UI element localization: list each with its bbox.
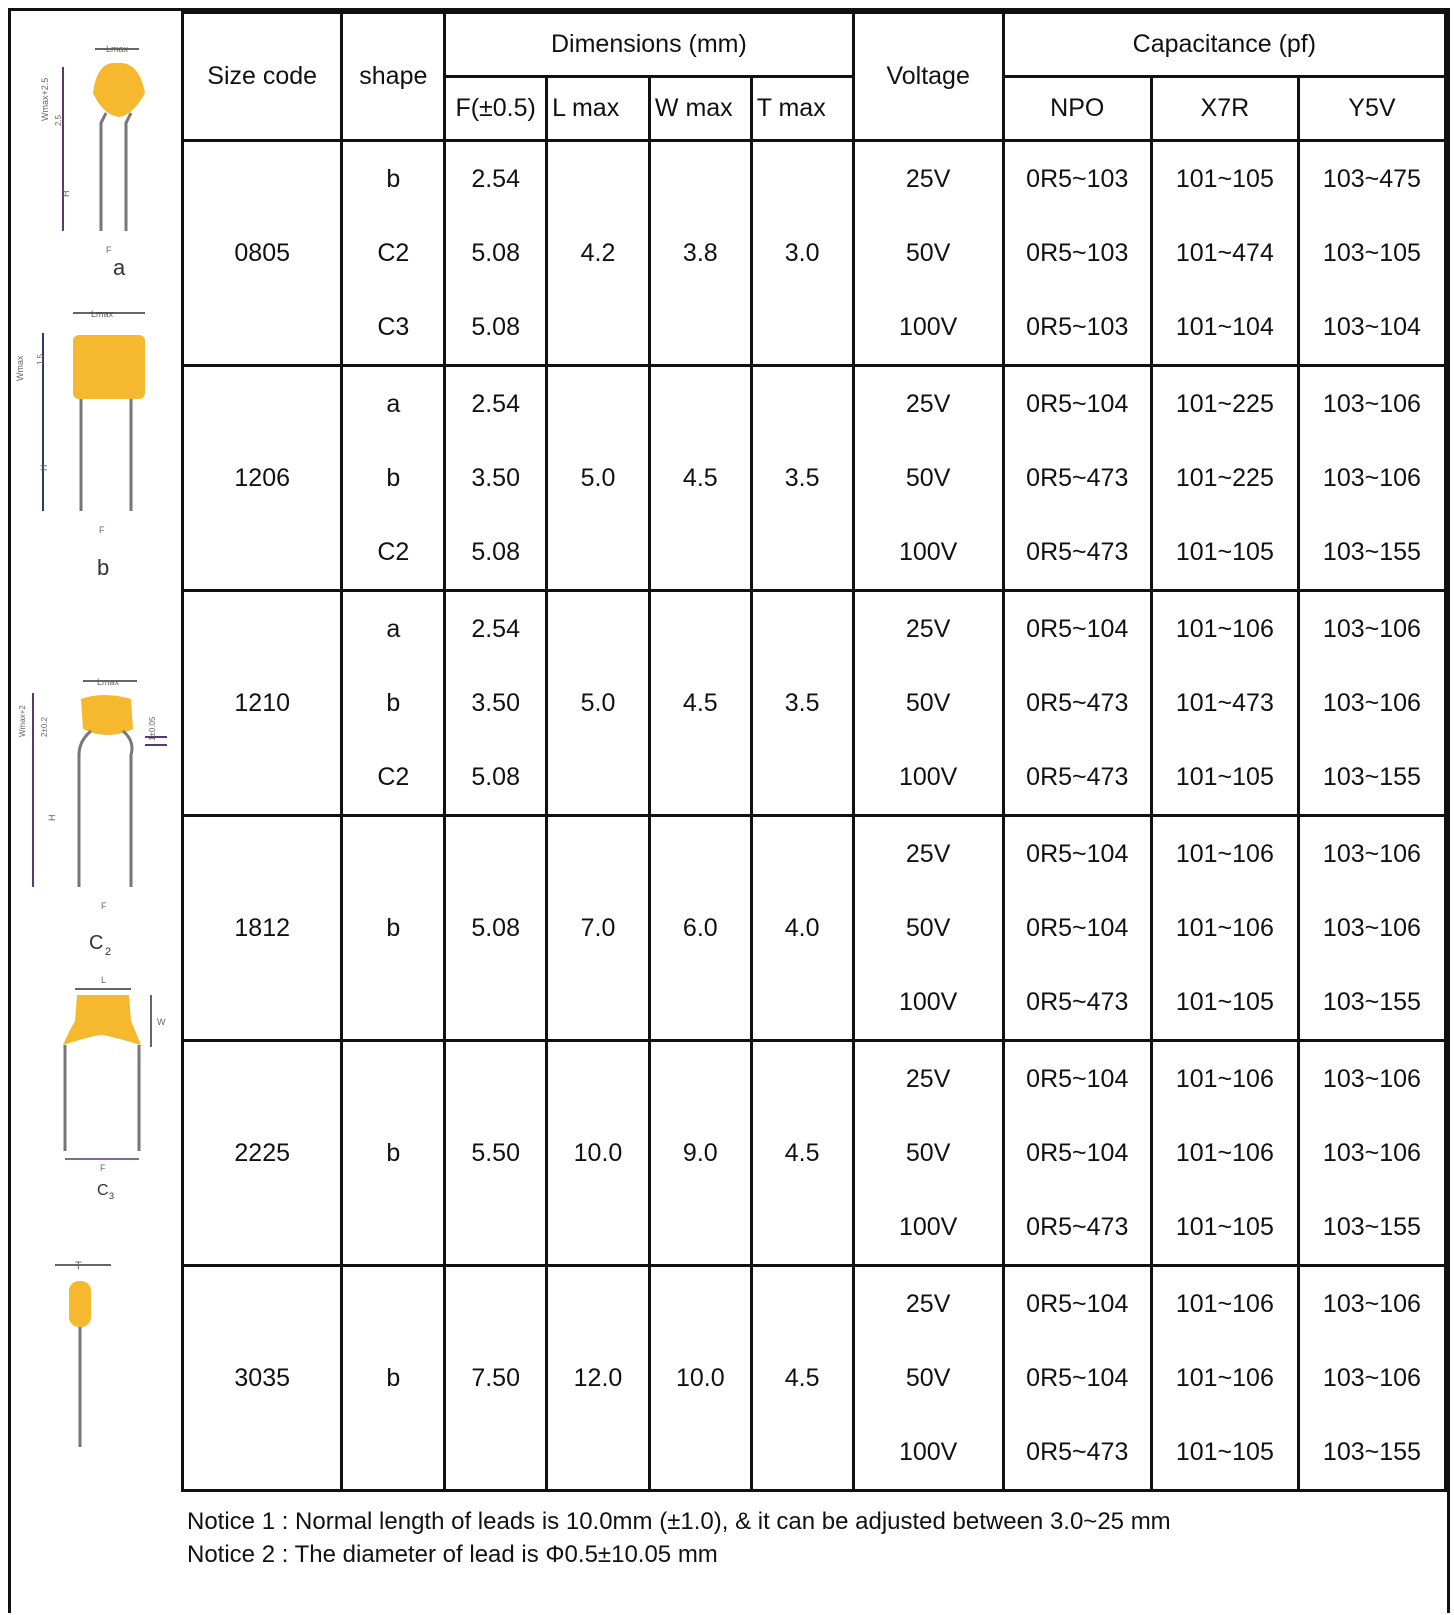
f-cell: 5.08 (445, 816, 547, 1041)
figure-b-lmax-label: Lmax (91, 309, 114, 319)
voltage-cell: 25V (853, 816, 1003, 892)
f-cell: 2.54 (445, 591, 547, 667)
header-npo: NPO (1003, 77, 1151, 141)
voltage-cell: 100V (853, 515, 1003, 591)
notice-1: Notice 1 : Normal length of leads is 10.0mm (±1.0), & it can be adjusted between 3.0~25 mm (187, 1508, 1171, 1535)
x7r-cell: 101~106 (1151, 591, 1298, 667)
figure-a-caption: a (113, 255, 126, 280)
w-max-cell: 9.0 (649, 1041, 751, 1266)
x7r-cell: 101~473 (1151, 666, 1298, 740)
header-y5v: Y5V (1298, 77, 1445, 141)
y5v-cell: 103~155 (1298, 515, 1445, 591)
l-max-cell: 4.2 (547, 141, 650, 366)
shape-cell: b (342, 441, 445, 515)
npo-cell: 0R5~104 (1003, 366, 1151, 442)
table-row (183, 1041, 1446, 1117)
x7r-cell: 101~106 (1151, 1341, 1298, 1415)
f-cell: 5.08 (445, 515, 547, 591)
x7r-cell: 101~105 (1151, 965, 1298, 1041)
figure-a (40, 44, 145, 280)
shape-cell: a (342, 591, 445, 667)
voltage-cell: 25V (853, 1266, 1003, 1342)
figure-t-label: T (75, 1260, 82, 1272)
capacitor-spec-table (181, 11, 1447, 1492)
size-code-cell: 3035 (183, 1266, 342, 1491)
notice-2: Notice 2 : The diameter of lead is Φ0.5±10.05 mm (187, 1541, 718, 1568)
figure-c3-w-label: W (157, 1017, 166, 1027)
shape-cell: a (342, 366, 445, 442)
t-max-cell: 4.0 (751, 816, 853, 1041)
x7r-cell: 101~106 (1151, 1266, 1298, 1342)
f-cell: 7.50 (445, 1266, 547, 1491)
shape-cell: b (342, 666, 445, 740)
npo-cell: 0R5~104 (1003, 1116, 1151, 1190)
npo-cell: 0R5~473 (1003, 740, 1151, 816)
x7r-cell: 101~106 (1151, 1041, 1298, 1117)
figure-c3 (63, 975, 166, 1201)
npo-cell: 0R5~104 (1003, 591, 1151, 667)
y5v-cell: 103~155 (1298, 740, 1445, 816)
npo-cell: 0R5~104 (1003, 1041, 1151, 1117)
figure-b-f-label: F (99, 525, 105, 535)
f-cell: 5.08 (445, 216, 547, 290)
npo-cell: 0R5~473 (1003, 666, 1151, 740)
voltage-cell: 50V (853, 666, 1003, 740)
figure-b (15, 309, 145, 580)
y5v-cell: 103~106 (1298, 366, 1445, 442)
figure-c3-caption-sub: 3 (109, 1191, 115, 1201)
figure-c2-caption-sub: 2 (105, 946, 112, 958)
figure-c2-wmax-label: Wmax+2 (18, 705, 27, 737)
figure-b-small-label: 1.5 (36, 353, 45, 365)
y5v-cell: 103~105 (1298, 216, 1445, 290)
w-max-cell: 4.5 (649, 366, 751, 591)
x7r-cell: 101~105 (1151, 141, 1298, 217)
figure-a-f-label: F (106, 245, 112, 255)
y5v-cell: 103~106 (1298, 441, 1445, 515)
x7r-cell: 101~105 (1151, 1190, 1298, 1266)
voltage-cell: 25V (853, 366, 1003, 442)
voltage-cell: 50V (853, 1341, 1003, 1415)
header-capacitance: Capacitance (pf) (1003, 13, 1445, 77)
npo-cell: 0R5~473 (1003, 1190, 1151, 1266)
npo-cell: 0R5~104 (1003, 891, 1151, 965)
header-t-max: T max (751, 77, 853, 141)
figure-c3-l-label: L (101, 975, 107, 985)
y5v-cell: 103~106 (1298, 816, 1445, 892)
size-code-cell: 1812 (183, 816, 342, 1041)
npo-cell: 0R5~473 (1003, 441, 1151, 515)
f-cell: 2.54 (445, 141, 547, 217)
shape-cell: b (342, 141, 445, 217)
table-row (183, 1266, 1446, 1342)
t-max-cell: 3.0 (751, 141, 853, 366)
x7r-cell: 101~105 (1151, 515, 1298, 591)
w-max-cell: 3.8 (649, 141, 751, 366)
shape-cell: C2 (342, 515, 445, 591)
y5v-cell: 103~106 (1298, 591, 1445, 667)
npo-cell: 0R5~104 (1003, 1266, 1151, 1342)
table-row (183, 366, 1446, 442)
voltage-cell: 50V (853, 441, 1003, 515)
figure-a-small-label: 2.5 (54, 114, 63, 126)
npo-cell: 0R5~103 (1003, 290, 1151, 366)
header-dimensions: Dimensions (mm) (445, 13, 853, 77)
y5v-cell: 103~106 (1298, 1266, 1445, 1342)
shape-cell: C2 (342, 740, 445, 816)
capacitor-shape-figures (11, 11, 181, 1521)
f-cell: 3.50 (445, 666, 547, 740)
table-row (183, 816, 1446, 892)
x7r-cell: 101~225 (1151, 441, 1298, 515)
figure-b-wmax-label: Wmax (15, 355, 25, 381)
x7r-cell: 101~106 (1151, 891, 1298, 965)
shape-cell: b (342, 1041, 445, 1266)
size-code-cell: 0805 (183, 141, 342, 366)
voltage-cell: 50V (853, 891, 1003, 965)
y5v-cell: 103~106 (1298, 1041, 1445, 1117)
l-max-cell: 5.0 (547, 366, 650, 591)
voltage-cell: 100V (853, 965, 1003, 1041)
t-max-cell: 4.5 (751, 1041, 853, 1266)
f-cell: 5.50 (445, 1041, 547, 1266)
table-row (183, 141, 1446, 217)
t-max-cell: 3.5 (751, 591, 853, 816)
t-max-cell: 3.5 (751, 366, 853, 591)
figure-c3-f-label: F (100, 1163, 106, 1173)
x7r-cell: 101~106 (1151, 1116, 1298, 1190)
npo-cell: 0R5~473 (1003, 1415, 1151, 1491)
shape-cell: C3 (342, 290, 445, 366)
header-x7r: X7R (1151, 77, 1298, 141)
figure-c2-small-label: 2±0.2 (40, 717, 49, 737)
l-max-cell: 5.0 (547, 591, 650, 816)
voltage-cell: 100V (853, 740, 1003, 816)
l-max-cell: 7.0 (547, 816, 650, 1041)
y5v-cell: 103~106 (1298, 1341, 1445, 1415)
figure-c2-caption: C (89, 932, 104, 954)
figure-a-lmax-label: Lmax (106, 44, 129, 54)
figure-t (55, 1260, 111, 1447)
y5v-cell: 103~155 (1298, 965, 1445, 1041)
figure-c2-f-label: F (101, 901, 107, 911)
figure-c2-lead-label: 1±0.05 (148, 716, 157, 741)
figure-b-h-label: H (39, 464, 49, 471)
y5v-cell: 103~106 (1298, 1116, 1445, 1190)
y5v-cell: 103~106 (1298, 891, 1445, 965)
l-max-cell: 10.0 (547, 1041, 650, 1266)
npo-cell: 0R5~103 (1003, 141, 1151, 217)
f-cell: 3.50 (445, 441, 547, 515)
f-cell: 5.08 (445, 290, 547, 366)
x7r-cell: 101~225 (1151, 366, 1298, 442)
size-code-cell: 1210 (183, 591, 342, 816)
y5v-cell: 103~155 (1298, 1415, 1445, 1491)
figure-c3-caption: C (97, 1182, 109, 1199)
voltage-cell: 100V (853, 1415, 1003, 1491)
x7r-cell: 101~104 (1151, 290, 1298, 366)
w-max-cell: 4.5 (649, 591, 751, 816)
w-max-cell: 6.0 (649, 816, 751, 1041)
header-f: F(±0.5) (445, 77, 547, 141)
voltage-cell: 25V (853, 591, 1003, 667)
header-l-max: L max (547, 77, 650, 141)
y5v-cell: 103~475 (1298, 141, 1445, 217)
f-cell: 5.08 (445, 740, 547, 816)
w-max-cell: 10.0 (649, 1266, 751, 1491)
figure-c2-h-label: H (47, 814, 57, 821)
figure-b-caption: b (97, 555, 110, 580)
npo-cell: 0R5~103 (1003, 216, 1151, 290)
header-voltage: Voltage (853, 13, 1003, 141)
x7r-cell: 101~105 (1151, 1415, 1298, 1491)
l-max-cell: 12.0 (547, 1266, 650, 1491)
voltage-cell: 50V (853, 216, 1003, 290)
size-code-cell: 1206 (183, 366, 342, 591)
size-code-cell: 2225 (183, 1041, 342, 1266)
voltage-cell: 50V (853, 1116, 1003, 1190)
x7r-cell: 101~106 (1151, 816, 1298, 892)
t-max-cell: 4.5 (751, 1266, 853, 1491)
x7r-cell: 101~474 (1151, 216, 1298, 290)
npo-cell: 0R5~104 (1003, 816, 1151, 892)
voltage-cell: 100V (853, 290, 1003, 366)
shape-cell: b (342, 1266, 445, 1491)
y5v-cell: 103~106 (1298, 666, 1445, 740)
y5v-cell: 103~155 (1298, 1190, 1445, 1266)
voltage-cell: 25V (853, 1041, 1003, 1117)
shape-cell: b (342, 816, 445, 1041)
npo-cell: 0R5~104 (1003, 1341, 1151, 1415)
table-row (183, 591, 1446, 667)
shape-cell: C2 (342, 216, 445, 290)
npo-cell: 0R5~473 (1003, 965, 1151, 1041)
npo-cell: 0R5~473 (1003, 515, 1151, 591)
figure-c2 (18, 677, 167, 958)
header-w-max: W max (649, 77, 751, 141)
f-cell: 2.54 (445, 366, 547, 442)
figure-c2-lmax-label: Lmax (97, 677, 120, 687)
y5v-cell: 103~104 (1298, 290, 1445, 366)
x7r-cell: 101~105 (1151, 740, 1298, 816)
header-shape: shape (342, 13, 445, 141)
voltage-cell: 25V (853, 141, 1003, 217)
figure-a-wmax-label: Wmax+2.5 (40, 77, 50, 121)
figure-a-h-label: H (61, 190, 71, 197)
voltage-cell: 100V (853, 1190, 1003, 1266)
header-size-code: Size code (183, 13, 342, 141)
